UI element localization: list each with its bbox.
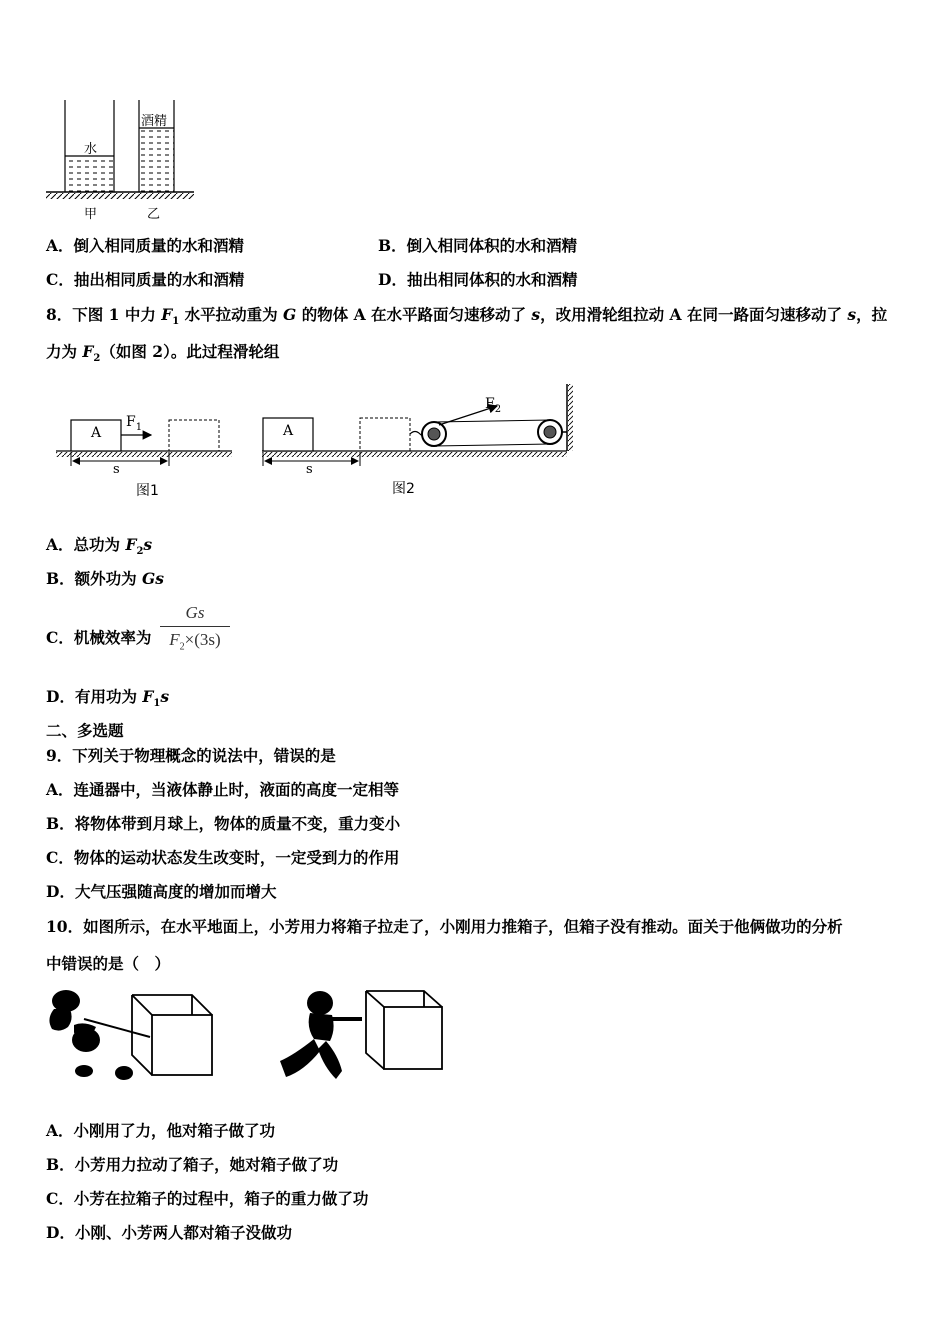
q7-option-b[interactable]: B．倒入相同体积的水和酒精	[378, 236, 578, 255]
q10-option-b[interactable]: B．小芳用力拉动了箱子，她对箱子做了功	[46, 1155, 339, 1174]
fraction-denominator: $F_2\times(3s)$	[169, 630, 221, 653]
q10-stem-line2: 中错误的是（ ）	[46, 954, 171, 973]
fig2-distance-label: s	[306, 462, 313, 477]
q7-option-c[interactable]: C．抽出相同质量的水和酒精	[46, 270, 245, 289]
label-alcohol: 酒精	[141, 114, 168, 129]
q9-option-b[interactable]: B．将物体带到月球上，物体的质量不变，重力变小	[46, 814, 401, 833]
q8-option-a[interactable]: A．总功为 $F_2s$	[46, 535, 153, 558]
label-yi: 乙	[147, 207, 161, 222]
q9-option-d[interactable]: D．大气压强随高度的增加而增大	[46, 882, 277, 901]
q10-option-a[interactable]: A．小刚用了力，他对箱子做了功	[46, 1121, 276, 1140]
fraction-numerator: Gs	[185, 603, 205, 622]
q7-option-d[interactable]: D．抽出相同体积的水和酒精	[378, 270, 578, 289]
fig2-force-label: $F_2$	[485, 396, 502, 415]
label-water: 水	[84, 142, 98, 157]
girl-pulling-icon	[49, 990, 133, 1080]
q8-stem-line2: 力为 $F_2$（如图 2）。此过程滑轮组	[46, 342, 280, 365]
label-jia: 甲	[84, 207, 98, 222]
q8-option-d[interactable]: D．有用功为 $F_1s$	[46, 687, 170, 710]
q8-option-c[interactable]: C．机械效率为	[46, 628, 152, 647]
fig1-distance-label: s	[113, 462, 120, 477]
container-figure	[44, 98, 199, 223]
q8-option-b[interactable]: B．额外功为 Gs	[46, 569, 164, 588]
q8-stem-line1: 8．下图 1 中力 $F_1$ 水平拉动重为 G 的物体 A 在水平路面匀速移动了 s，改用滑轮组拉动 A 在同一路面匀速移动了 s，拉	[46, 305, 888, 328]
box-pull-push-figure	[44, 985, 454, 1090]
fig1-caption: 图1	[136, 483, 159, 499]
fig1-force-label: $F_1$	[126, 414, 143, 433]
q10-option-d[interactable]: D．小刚、小芳两人都对箱子没做功	[46, 1223, 292, 1242]
q7-option-a[interactable]: A．倒入相同质量的水和酒精	[46, 236, 245, 255]
fig2-caption: 图2	[392, 481, 415, 497]
box-right	[366, 991, 442, 1069]
efficiency-fraction	[160, 602, 230, 658]
q9-option-a[interactable]: A．连通器中，当液体静止时，液面的高度一定相等	[46, 780, 400, 799]
fig1-block-label: A	[91, 425, 102, 441]
q10-option-c[interactable]: C．小芳在拉箱子的过程中，箱子的重力做了功	[46, 1189, 369, 1208]
boy-pushing-icon	[280, 991, 362, 1079]
fig2-block-label: A	[283, 423, 294, 439]
q9-option-c[interactable]: C．物体的运动状态发生改变时，一定受到力的作用	[46, 848, 400, 867]
q10-stem-line1: 10．如图所示，在水平地面上，小芳用力将箱子拉走了，小刚用力推箱子，但箱子没有推动。面关于他俩做功的分析	[46, 917, 843, 936]
section-heading: 二、多选题	[46, 721, 124, 740]
q9-stem: 9．下列关于物理概念的说法中，错误的是	[46, 746, 336, 765]
